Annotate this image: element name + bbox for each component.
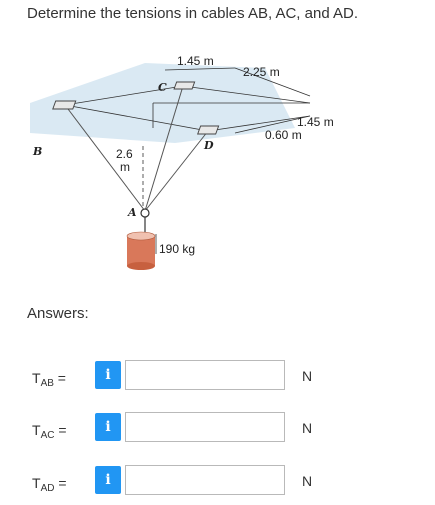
unit-label: N [302,368,313,384]
point-a-label: A [128,206,137,219]
point-d-label: D [204,139,214,152]
tad-answer-input[interactable] [125,465,285,495]
info-icon[interactable]: i [95,466,121,494]
point-b-label: B [33,145,43,158]
mass-label: 190 kg [159,242,196,256]
tab-answer-input[interactable] [125,360,285,390]
mass-cylinder-top [127,232,155,240]
question-text: Determine the tensions in cables AB, AC, and AD. [27,5,359,22]
answers-heading: Answers: [27,305,89,322]
ring-a [141,209,149,217]
answer-row-tad [0,464,435,502]
dim-vertical-unit-label: m [120,160,130,174]
dim-right-low-label: 0.60 m [265,128,302,142]
cable-ad [145,131,208,211]
bracket-d [198,126,219,134]
mass-cylinder-bottom [127,262,155,270]
dim-right-top-label: 2.25 m [243,65,280,79]
mass-cylinder-body [127,236,155,266]
info-icon[interactable]: i [95,413,121,441]
row-label: $T_{AD}$ = [32,475,67,494]
unit-label: N [302,473,313,489]
tac-answer-input[interactable] [125,412,285,442]
answer-row-tac [0,411,435,449]
cable-diagram [25,48,355,272]
bracket-b [53,101,76,109]
bracket-c [174,82,195,89]
dim-right-mid-label: 1.45 m [297,115,334,129]
answer-row-tab [0,359,435,397]
dim-top-label: 1.45 m [177,54,214,68]
info-icon[interactable]: i [95,361,121,389]
point-c-label: C [158,81,167,94]
cable-diagram-svg [25,48,355,272]
unit-label: N [302,420,313,436]
row-label: $T_{AC}$ = [32,422,67,441]
row-label: $T_{AB}$ = [32,370,66,389]
dim-vertical-label: 2.6 [116,147,133,161]
